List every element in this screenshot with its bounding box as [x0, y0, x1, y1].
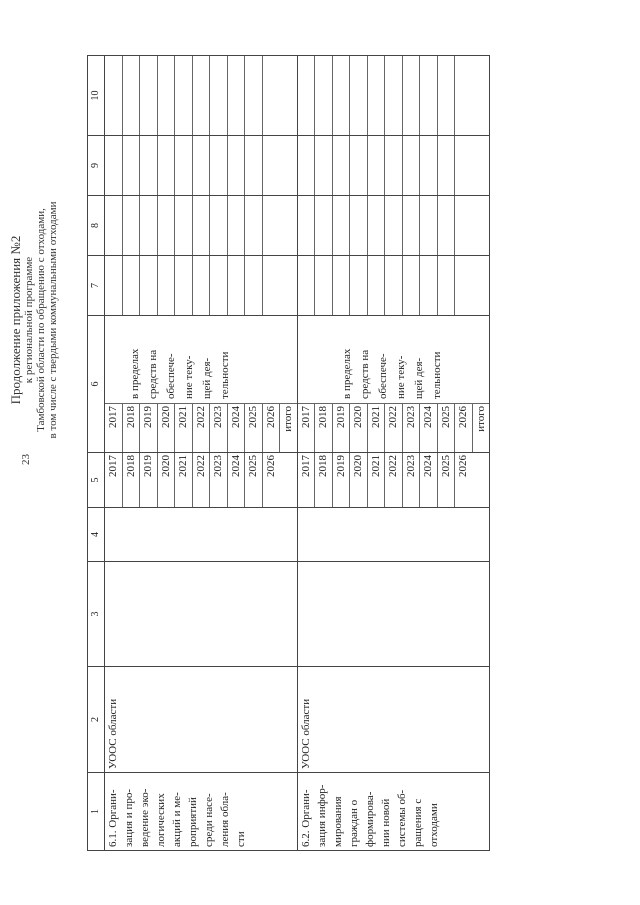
year: 2019 — [333, 404, 351, 452]
year: 2021 — [368, 453, 386, 507]
header-line-3: Тамбовской области по обращению с отходами, — [35, 208, 47, 432]
year: 2024 — [420, 453, 438, 507]
col-9: 9 — [88, 136, 105, 196]
total-label: итого — [282, 406, 294, 432]
cell-col8 — [297, 196, 490, 256]
cell-col10 — [105, 56, 298, 136]
year: 2020 — [158, 404, 176, 452]
year: 2025 — [438, 404, 456, 452]
col-4: 4 — [88, 508, 105, 562]
year: 2026 — [457, 455, 469, 477]
year: 2024 — [228, 404, 246, 452]
year: 2022 — [193, 404, 211, 452]
year: 2018 — [123, 404, 141, 452]
executor: УООС области — [105, 667, 298, 773]
year: 2020 — [158, 453, 176, 507]
col-5: 5 — [88, 453, 105, 508]
executor: УООС области — [297, 667, 490, 773]
col-6: 6 — [88, 316, 105, 453]
total-label: итого — [474, 406, 487, 432]
year: 2020 — [350, 453, 368, 507]
page-number: 23 — [20, 454, 32, 465]
col-3: 3 — [88, 562, 105, 667]
col-1: 1 — [88, 773, 105, 851]
year: 2022 — [385, 453, 403, 507]
year: 2017 — [298, 453, 316, 507]
funding-source: в пределах средств на обеспече- ние теку- щей дея- тельности — [340, 348, 443, 399]
year: 2024 — [228, 453, 246, 507]
col-2: 2 — [88, 667, 105, 773]
col-10: 10 — [88, 56, 105, 136]
funding-column — [105, 316, 298, 453]
year: 2018 — [315, 404, 333, 452]
year: 2019 — [333, 453, 351, 507]
year: 2026 — [455, 404, 473, 452]
cell-col7 — [105, 256, 298, 316]
program-table — [87, 55, 490, 851]
year: 2025 — [245, 453, 263, 507]
header-line-4: в том числе с твердыми коммунальными отходами — [47, 201, 59, 439]
year: 2018 — [315, 453, 333, 507]
cell-col4 — [105, 508, 298, 562]
year: 2022 — [193, 453, 211, 507]
cell-col3 — [105, 562, 298, 667]
year: 2020 — [350, 404, 368, 452]
table-row — [105, 56, 298, 851]
appendix-header — [8, 60, 59, 580]
cell-col9 — [105, 136, 298, 196]
cell-col4 — [297, 508, 490, 562]
year: 2017 — [105, 453, 123, 507]
year: 2025 — [245, 404, 263, 452]
year: 2021 — [175, 453, 193, 507]
year: 2017 — [298, 404, 316, 452]
funding-column — [297, 316, 490, 453]
year: 2023 — [210, 453, 228, 507]
year: 2021 — [175, 404, 193, 452]
year: 2021 — [368, 404, 386, 452]
year: 2017 — [105, 404, 123, 452]
table-row — [297, 56, 490, 851]
years-column — [297, 453, 490, 508]
cell-col9 — [297, 136, 490, 196]
year: 2026 — [263, 404, 281, 452]
year: 2018 — [123, 453, 141, 507]
year: 2024 — [420, 404, 438, 452]
measure-name: 6.1. Органи- зация и про- ведение эко- логических акций и ме- роприятий среди насе- ления обла- сти — [105, 773, 298, 851]
cell-col7 — [297, 256, 490, 316]
year: 2019 — [140, 453, 158, 507]
year: 2019 — [140, 404, 158, 452]
header-line-1: Продолжение приложения №2 — [8, 235, 23, 405]
year: 2023 — [403, 404, 421, 452]
year: 2023 — [403, 453, 421, 507]
funding-source: в пределах средств на обеспече- ние теку- щей дея- тельности — [129, 348, 231, 399]
years-column — [105, 453, 298, 508]
year: 2023 — [210, 404, 228, 452]
cell-col10 — [297, 56, 490, 136]
year: 2025 — [438, 453, 456, 507]
year: 2022 — [385, 404, 403, 452]
col-8: 8 — [88, 196, 105, 256]
header-line-2: к региональной программе — [23, 256, 35, 384]
year: 2026 — [264, 455, 277, 477]
cell-col3 — [297, 562, 490, 667]
column-number-row — [88, 56, 105, 851]
cell-col8 — [105, 196, 298, 256]
col-7: 7 — [88, 256, 105, 316]
measure-name: 6.2. Органи- зация инфор- мирования граждан о формирова- нии новой системы об- ращения с отходами — [297, 773, 490, 851]
